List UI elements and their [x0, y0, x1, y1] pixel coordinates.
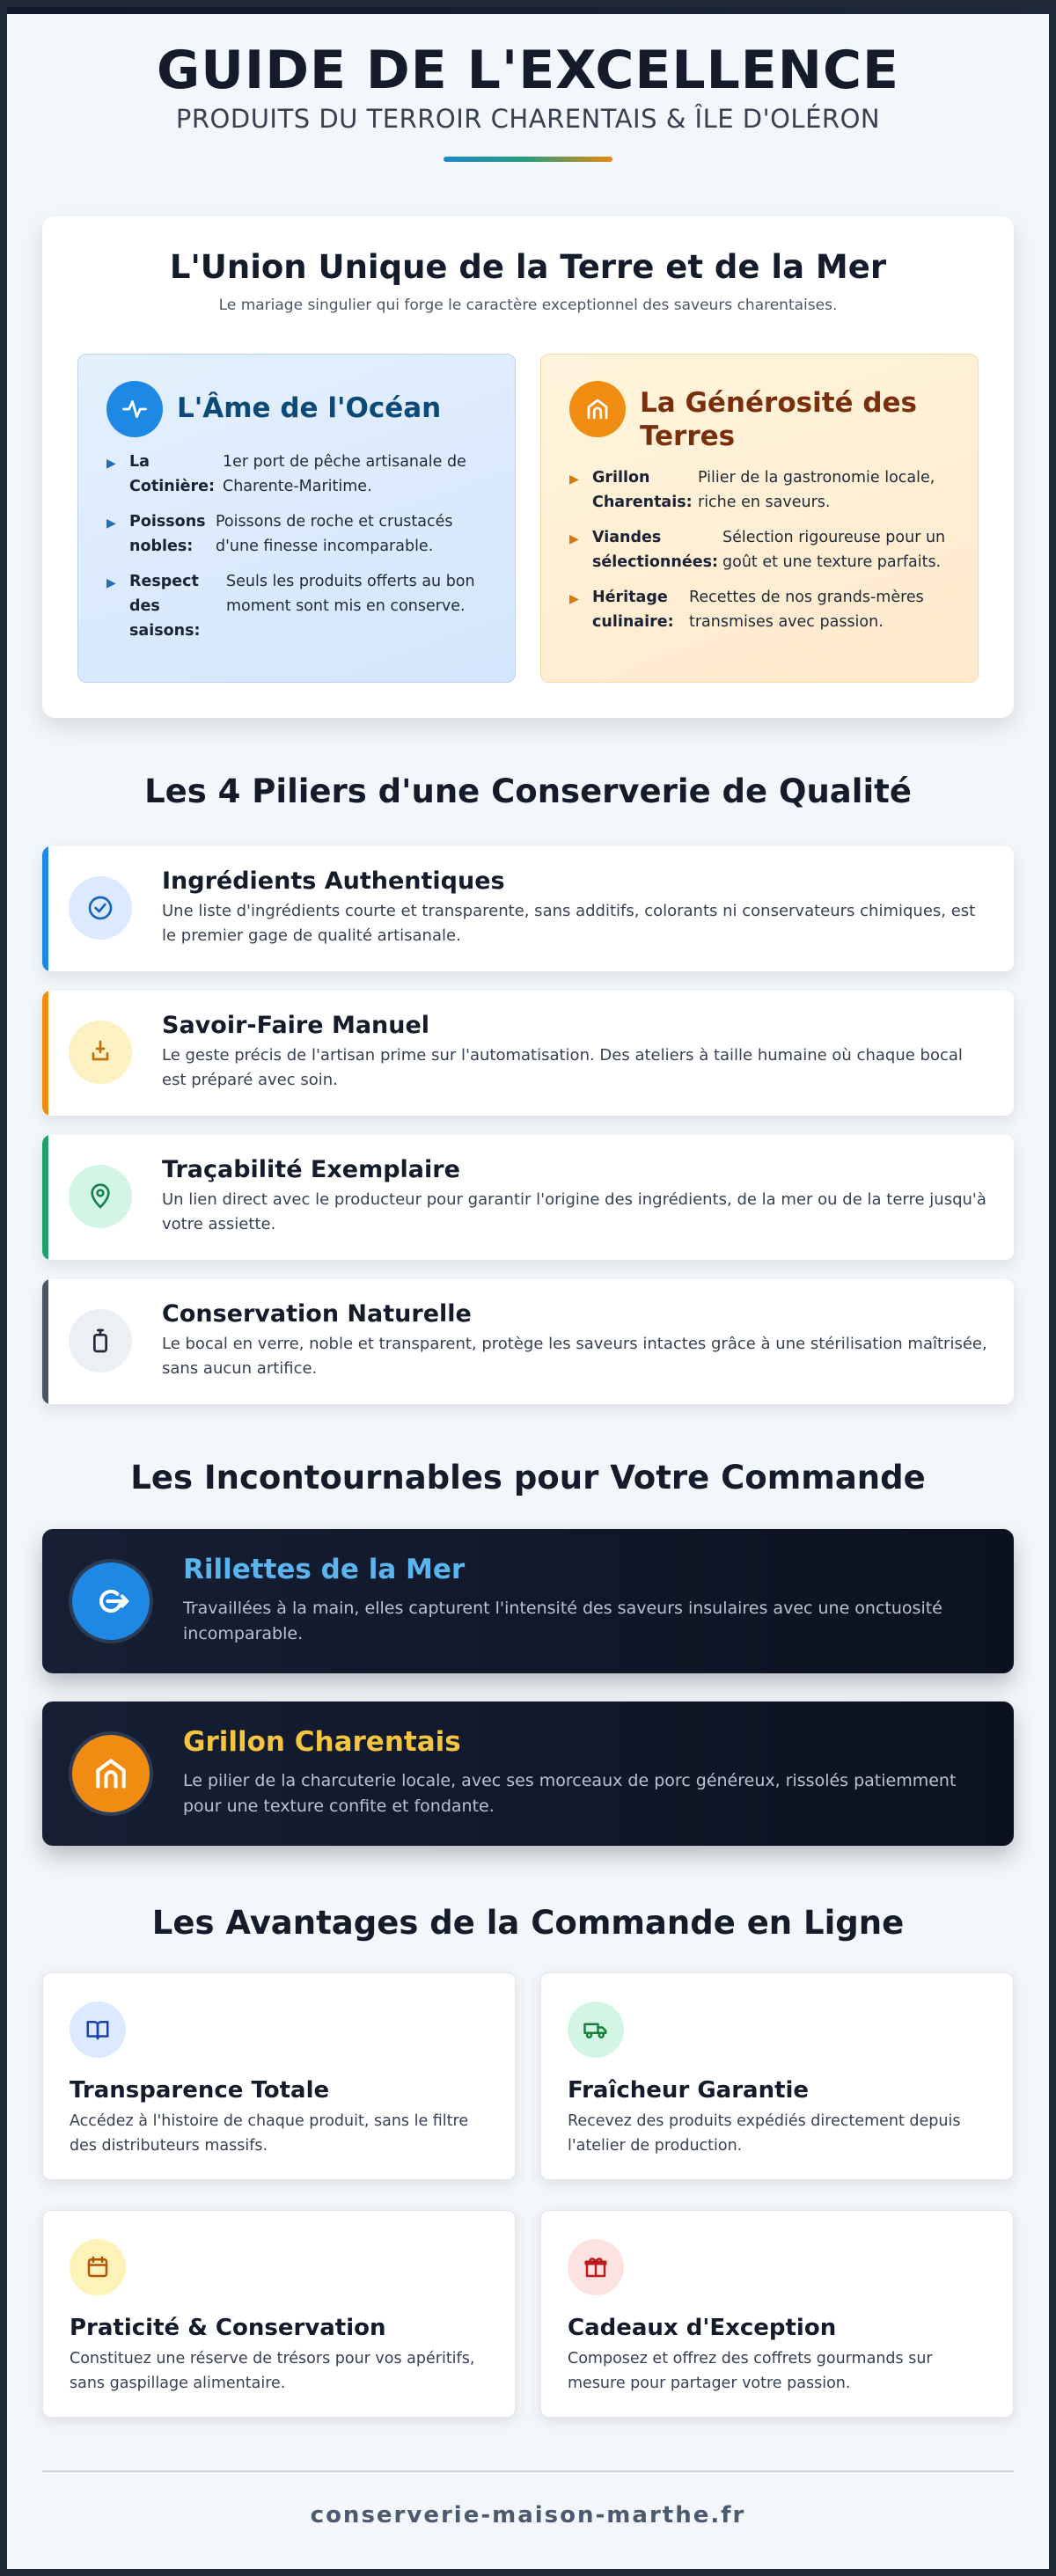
- product-card-grillon: [42, 1701, 1014, 1846]
- jar-icon: [69, 1309, 132, 1372]
- footer-divider: [42, 2470, 1014, 2472]
- item-key: Héritage culinaire:: [592, 589, 674, 631]
- list-item: [569, 525, 950, 574]
- truck-icon: [568, 2002, 624, 2058]
- pillar-title: Ingrédients Authentiques: [162, 867, 505, 895]
- pulse-icon: [106, 381, 163, 437]
- pillar-card: [42, 846, 1014, 971]
- advantage-desc: Recevez des produits expédiés directement depuis l'atelier de production.: [568, 2112, 961, 2155]
- house-icon: [69, 1731, 153, 1816]
- page-title: GUIDE DE L'EXCELLENCE: [156, 40, 900, 101]
- product-title: Rillettes de la Mer: [183, 1554, 466, 1585]
- advantage-desc: Accédez à l'histoire de chaque produit, sans le filtre des distributeurs massifs.: [70, 2112, 469, 2155]
- list-item: [569, 585, 950, 634]
- ocean-title: L'Âme de l'Océan: [177, 392, 442, 424]
- advantage-desc: Constituez une réserve de trésors pour vos apéritifs, sans gaspillage alimentaire.: [70, 2350, 475, 2392]
- triangle-right-icon: ▶: [569, 592, 579, 606]
- item-key: Respect des saisons:: [129, 573, 201, 640]
- advantage-card: [540, 2210, 1014, 2418]
- pillar-desc: Le geste précis de l'artisan prime sur l'automatisation. Des ateliers à taille humaine où chaque bocal est préparé avec soin.: [162, 1046, 963, 1089]
- union-lead: Le mariage singulier qui forge le caractère exceptionnel des saveurs charentaises.: [218, 296, 838, 314]
- triangle-right-icon: ▶: [106, 516, 116, 531]
- list-item: [106, 450, 487, 499]
- check-circle-icon: [69, 876, 132, 940]
- advantage-card: [42, 1972, 516, 2180]
- advantage-title: Praticité & Conservation: [70, 2315, 386, 2341]
- terre-panel: [540, 354, 979, 683]
- ocean-list: [106, 450, 487, 643]
- union-card: [42, 216, 1014, 718]
- pillar-card: [42, 1135, 1014, 1260]
- item-value: 1er port de pêche artisanale de Charente-Maritime.: [223, 453, 466, 495]
- advantage-title: Fraîcheur Garantie: [568, 2077, 810, 2104]
- pillar-desc: Une liste d'ingrédients courte et transparente, sans additifs, colorants ni conservateurs chimiques, est le premier gage de qualité artisanale.: [162, 902, 976, 945]
- item-key: Grillon Charentais:: [592, 469, 693, 511]
- product-card-rillettes: [42, 1529, 1014, 1673]
- pillar-title: Savoir-Faire Manuel: [162, 1012, 430, 1039]
- ocean-panel: [77, 354, 516, 683]
- advantage-desc: Composez et offrez des coffrets gourmands sur mesure pour partager votre passion.: [568, 2350, 933, 2392]
- pillars-title: Les 4 Piliers d'une Conserverie de Qualité: [144, 772, 912, 810]
- fish-icon: [69, 1559, 153, 1643]
- advantage-title: Transparence Totale: [70, 2077, 330, 2104]
- item-key: Poissons nobles:: [129, 513, 206, 555]
- hero-header: [7, 39, 1049, 162]
- triangle-right-icon: ▶: [569, 532, 579, 546]
- pillar-desc: Un lien direct avec le producteur pour garantir l'origine des ingrédients, de la mer ou de la terre jusqu'à votre assiette.: [162, 1190, 986, 1233]
- pillar-title: Traçabilité Exemplaire: [162, 1156, 460, 1183]
- title-divider: [444, 157, 612, 162]
- triangle-right-icon: ▶: [106, 576, 116, 590]
- top-bar: [7, 7, 1049, 14]
- triangle-right-icon: ▶: [569, 472, 579, 487]
- item-value: Seuls les produits offerts au bon moment sont mis en conserve.: [226, 573, 475, 615]
- triangle-right-icon: ▶: [106, 457, 116, 471]
- terre-title: La Générosité des Terres: [640, 387, 917, 452]
- item-key: La Cotinière:: [129, 453, 216, 495]
- pillar-card: [42, 1279, 1014, 1404]
- product-desc: Le pilier de la charcuterie locale, avec ses morceaux de porc généreux, rissolés patiemment pour une texture confite et fondante.: [183, 1771, 957, 1816]
- product-title: Grillon Charentais: [183, 1726, 461, 1758]
- book-icon: [70, 2002, 126, 2058]
- union-title: L'Union Unique de la Terre et de la Mer: [169, 248, 887, 286]
- musts-title: Les Incontournables pour Votre Commande: [130, 1459, 926, 1497]
- advantage-card: [42, 2210, 516, 2418]
- list-item: [106, 509, 487, 559]
- page-subtitle: PRODUITS DU TERROIR CHARENTAIS & ÎLE D'OLÉRON: [175, 104, 881, 134]
- advantage-card: [540, 1972, 1014, 2180]
- page: [7, 7, 1049, 2569]
- item-value: Poissons de roche et crustacés d'une finesse incomparable.: [216, 513, 453, 555]
- advantage-title: Cadeaux d'Exception: [568, 2315, 837, 2341]
- map-pin-icon: [69, 1165, 132, 1228]
- item-value: Sélection rigoureuse pour un goût et une texture parfaits.: [722, 529, 946, 571]
- calendar-icon: [70, 2239, 126, 2295]
- pillar-desc: Le bocal en verre, noble et transparent, protège les saveurs intactes grâce à une stérilisation maîtrisée, sans aucun artifice.: [162, 1335, 987, 1378]
- terre-list: [569, 465, 950, 634]
- gift-icon: [568, 2239, 624, 2295]
- product-desc: Travaillées à la main, elles capturent l'intensité des saveurs insulaires avec une onctuosité incomparable.: [183, 1599, 942, 1643]
- hand-icon: [69, 1021, 132, 1084]
- advantages-title: Les Avantages de la Commande en Ligne: [151, 1904, 905, 1942]
- pillar-title: Conservation Naturelle: [162, 1300, 472, 1328]
- item-value: Pilier de la gastronomie locale, riche en saveurs.: [698, 469, 935, 511]
- list-item: [106, 569, 487, 643]
- item-key: Viandes sélectionnées:: [592, 529, 718, 571]
- footer-site-link[interactable]: conserverie-maison-marthe.fr: [310, 2502, 746, 2528]
- item-value: Recettes de nos grands-mères transmises avec passion.: [689, 589, 924, 631]
- list-item: [569, 465, 950, 515]
- house-icon: [569, 381, 626, 437]
- pillar-card: [42, 991, 1014, 1116]
